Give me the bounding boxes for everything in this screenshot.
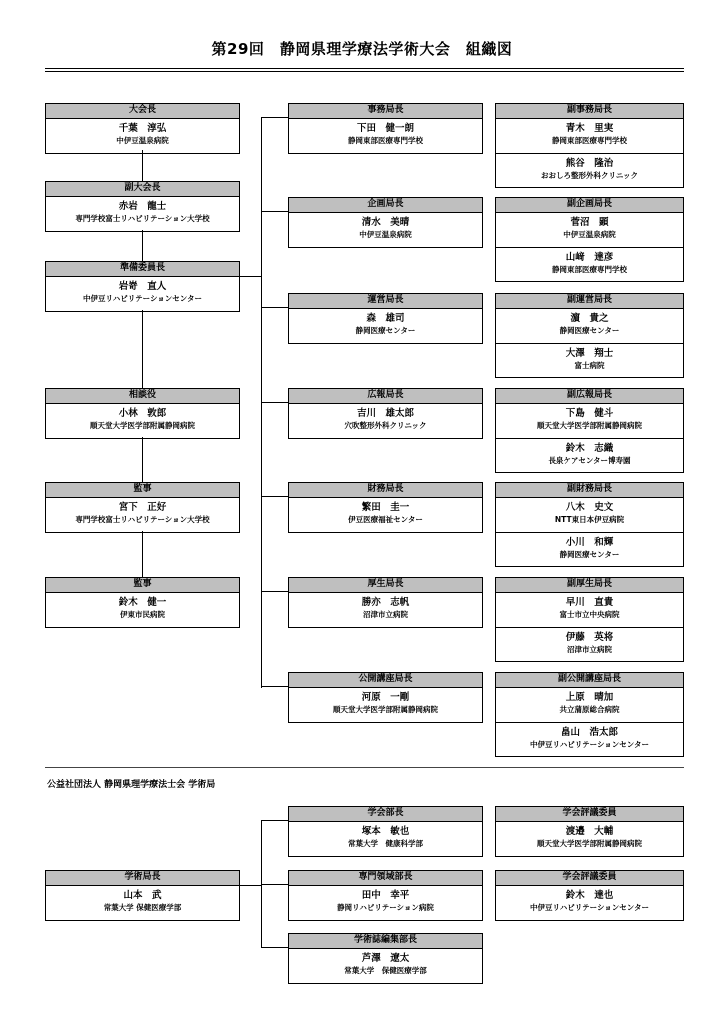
member-name: 田中 幸平 — [361, 890, 410, 901]
member-name: 宮下 正好 — [118, 502, 167, 513]
box-advisor — [45, 388, 240, 439]
connector-line — [261, 211, 288, 212]
member-affiliation: 中伊豆温泉病院 — [116, 136, 169, 145]
member-entry — [46, 404, 239, 438]
member-entry — [289, 593, 482, 627]
member-name: 清水 美晴 — [361, 217, 410, 228]
connector-line — [261, 947, 288, 948]
member-entry — [496, 593, 683, 627]
box-planning-head — [288, 197, 483, 248]
member-name: 鈴木 達也 — [565, 890, 614, 901]
box-header: 広報局長 — [289, 389, 482, 404]
box-conference-dept — [288, 806, 483, 857]
box-header: 学会部長 — [289, 807, 482, 822]
member-entry — [289, 688, 482, 722]
box-general-affairs-head — [288, 103, 483, 154]
member-name: 菅沼 顕 — [570, 217, 609, 228]
connector-line — [142, 310, 143, 388]
member-affiliation: 伊東市民病院 — [120, 610, 165, 619]
connector-line — [261, 820, 262, 948]
member-entry — [46, 197, 239, 231]
member-name: 畠山 浩太郎 — [560, 727, 618, 738]
box-auditor-2 — [45, 577, 240, 628]
member-entry — [289, 404, 482, 438]
box-header: 企画局長 — [289, 198, 482, 213]
member-affiliation: 静岡医療センター — [559, 550, 620, 559]
connector-line — [261, 307, 288, 308]
member-name: 鈴木 志織 — [565, 443, 614, 454]
box-header: 相談役 — [46, 389, 239, 404]
member-affiliation: 専門学校富士リハビリテーション大学校 — [75, 515, 210, 524]
member-name: 大澤 翔士 — [565, 348, 614, 359]
box-header: 専門領域部長 — [289, 871, 482, 886]
member-name: 鈴木 健一 — [118, 597, 167, 608]
box-header: 大会長 — [46, 104, 239, 119]
box-header: 事務局長 — [289, 104, 482, 119]
member-entry — [289, 886, 482, 920]
box-header: 公開講座局長 — [289, 673, 482, 688]
box-finance-deputy — [495, 482, 684, 567]
member-entry — [496, 247, 683, 281]
member-name: 勝亦 志帆 — [361, 597, 410, 608]
connector-line — [261, 402, 288, 403]
member-entry — [46, 593, 239, 627]
member-affiliation: 沼津市立病院 — [567, 645, 612, 654]
member-name: 森 雄司 — [366, 313, 405, 324]
member-entry — [289, 949, 482, 983]
member-name: 小川 和輝 — [565, 537, 614, 548]
member-affiliation: 順天堂大学医学部附属静岡病院 — [90, 421, 195, 430]
member-name: 八木 史文 — [565, 502, 614, 513]
box-header: 副大会長 — [46, 182, 239, 197]
member-affiliation: 常葉大学 健康科学部 — [348, 839, 423, 848]
box-header: 運営局長 — [289, 294, 482, 309]
box-welfare-head — [288, 577, 483, 628]
member-entry — [496, 153, 683, 187]
member-name: 芦澤 遼太 — [361, 953, 410, 964]
member-entry — [46, 277, 239, 311]
section-title: 公益社団法人 静岡県理学療法士会 学術局 — [47, 780, 216, 790]
member-affiliation: 静岡医療センター — [355, 326, 416, 335]
member-affiliation: 富士病院 — [574, 361, 605, 370]
box-operations-deputy — [495, 293, 684, 378]
member-affiliation: 伊豆医療福祉センター — [348, 515, 423, 524]
member-affiliation: 静岡医療センター — [559, 326, 620, 335]
box-header: 学術局長 — [46, 871, 239, 886]
connector-line — [261, 820, 288, 821]
member-entry — [289, 213, 482, 247]
box-header: 監事 — [46, 483, 239, 498]
member-affiliation: 長泉ケアセンター博寿園 — [548, 456, 631, 465]
box-header: 副運営局長 — [496, 294, 683, 309]
member-name: 千葉 淳弘 — [118, 123, 167, 134]
member-name: 小林 敦郎 — [118, 408, 167, 419]
connector-line — [142, 230, 143, 261]
member-affiliation: NTT東日本伊豆病院 — [554, 515, 625, 524]
member-entry — [496, 404, 683, 438]
member-entry — [289, 119, 482, 153]
box-reviewer-2 — [495, 870, 684, 921]
box-specialty-dept — [288, 870, 483, 921]
box-general-affairs-deputy — [495, 103, 684, 188]
box-header: 副公開講座局長 — [496, 673, 683, 688]
member-name: 岩嵜 直人 — [118, 281, 167, 292]
member-name: 赤岩 龍士 — [118, 201, 167, 212]
member-entry — [496, 498, 683, 532]
member-affiliation: 共立蒲原総合病院 — [559, 705, 620, 714]
member-affiliation: 順天堂大学医学部附属静岡病院 — [537, 839, 642, 848]
member-affiliation: 沼津市立病院 — [363, 610, 408, 619]
member-entry — [496, 627, 683, 661]
box-vice-president — [45, 181, 240, 232]
box-header: 副事務局長 — [496, 104, 683, 119]
box-header: 財務局長 — [289, 483, 482, 498]
member-name: 塚本 敏也 — [361, 826, 410, 837]
box-header: 副広報局長 — [496, 389, 683, 404]
member-name: 熊谷 隆治 — [565, 158, 614, 169]
member-affiliation: 中伊豆リハビリテーションセンター — [82, 294, 203, 303]
member-affiliation: 中伊豆温泉病院 — [359, 230, 412, 239]
title-rule-lower — [45, 71, 684, 72]
box-planning-deputy — [495, 197, 684, 282]
box-public-relations-head — [288, 388, 483, 439]
connector-line — [261, 686, 288, 687]
member-affiliation: 中伊豆リハビリテーションセンター — [529, 903, 650, 912]
box-auditor-1 — [45, 482, 240, 533]
member-name: 繁田 圭一 — [361, 502, 410, 513]
box-public-relations-deputy — [495, 388, 684, 473]
box-academic-bureau-chief — [45, 870, 240, 921]
box-header: 学術誌編集部長 — [289, 934, 482, 949]
member-affiliation: 静岡東部医療専門学校 — [552, 136, 627, 145]
member-entry — [496, 886, 683, 920]
box-reviewer-1 — [495, 806, 684, 857]
section-divider — [45, 767, 684, 768]
member-entry — [496, 822, 683, 856]
box-header: 学会評議委員 — [496, 871, 683, 886]
connector-line — [261, 117, 288, 118]
member-entry — [46, 886, 239, 920]
box-operations-head — [288, 293, 483, 344]
box-header: 学会評議委員 — [496, 807, 683, 822]
member-name: 下田 健一朗 — [356, 123, 414, 134]
connector-line — [142, 437, 143, 482]
member-name: 伊藤 英将 — [565, 632, 614, 643]
member-entry — [496, 309, 683, 343]
page-title: 第29回 静岡県理学療法学術大会 組織図 — [211, 40, 513, 58]
member-entry — [46, 498, 239, 532]
member-affiliation: 中伊豆温泉病院 — [563, 230, 616, 239]
box-header: 厚生局長 — [289, 578, 482, 593]
member-affiliation: おおしろ整形外科クリニック — [540, 171, 639, 180]
box-president — [45, 103, 240, 154]
box-header: 監事 — [46, 578, 239, 593]
member-affiliation: 静岡東部医療専門学校 — [552, 265, 627, 274]
box-header: 副企画局長 — [496, 198, 683, 213]
member-entry — [496, 532, 683, 566]
box-journal-dept — [288, 933, 483, 984]
member-affiliation: 順天堂大学医学部附属静岡病院 — [537, 421, 642, 430]
member-name: 吉川 雄太郎 — [356, 408, 414, 419]
member-affiliation: 順天堂大学医学部附属静岡病院 — [333, 705, 438, 714]
member-entry — [496, 688, 683, 722]
connector-line — [240, 276, 262, 277]
member-entry — [289, 309, 482, 343]
box-header: 準備委員長 — [46, 262, 239, 277]
member-name: 山﨑 達彦 — [565, 252, 614, 263]
connector-line — [142, 531, 143, 577]
box-welfare-deputy — [495, 577, 684, 662]
member-affiliation: 常葉大学 保健医療学部 — [344, 966, 427, 975]
member-entry — [289, 822, 482, 856]
connector-line — [261, 884, 288, 885]
member-name: 山本 武 — [123, 890, 162, 901]
member-affiliation: 静岡リハビリテーション病院 — [337, 903, 434, 912]
member-affiliation: 静岡東部医療専門学校 — [348, 136, 423, 145]
member-affiliation: 中伊豆リハビリテーションセンター — [529, 740, 650, 749]
member-entry — [496, 213, 683, 247]
box-public-lecture-deputy — [495, 672, 684, 757]
member-name: 下島 健斗 — [565, 408, 614, 419]
member-affiliation: 常葉大学 保健医療学部 — [103, 903, 182, 912]
connector-line — [240, 885, 262, 886]
member-name: 河原 一剛 — [361, 692, 410, 703]
member-entry — [46, 119, 239, 153]
box-header: 副厚生局長 — [496, 578, 683, 593]
member-name: 早川 直貴 — [565, 597, 614, 608]
box-public-lecture-head — [288, 672, 483, 723]
member-entry — [496, 343, 683, 377]
member-entry — [496, 722, 683, 756]
connector-line — [261, 591, 288, 592]
member-entry — [289, 498, 482, 532]
box-preparatory-chair — [45, 261, 240, 312]
member-affiliation: 富士市立中央病院 — [559, 610, 620, 619]
box-header: 副財務局長 — [496, 483, 683, 498]
connector-line — [261, 496, 288, 497]
box-finance-head — [288, 482, 483, 533]
member-name: 青木 里実 — [565, 123, 614, 134]
member-affiliation: 穴吹整形外科クリニック — [344, 421, 427, 430]
member-affiliation: 専門学校富士リハビリテーション大学校 — [75, 214, 210, 223]
member-name: 渡邉 大輔 — [565, 826, 614, 837]
member-name: 濵 貴之 — [570, 313, 609, 324]
member-entry — [496, 119, 683, 153]
member-entry — [496, 438, 683, 472]
member-name: 上原 晴加 — [565, 692, 614, 703]
title-rule — [45, 68, 684, 69]
connector-line — [142, 150, 143, 181]
